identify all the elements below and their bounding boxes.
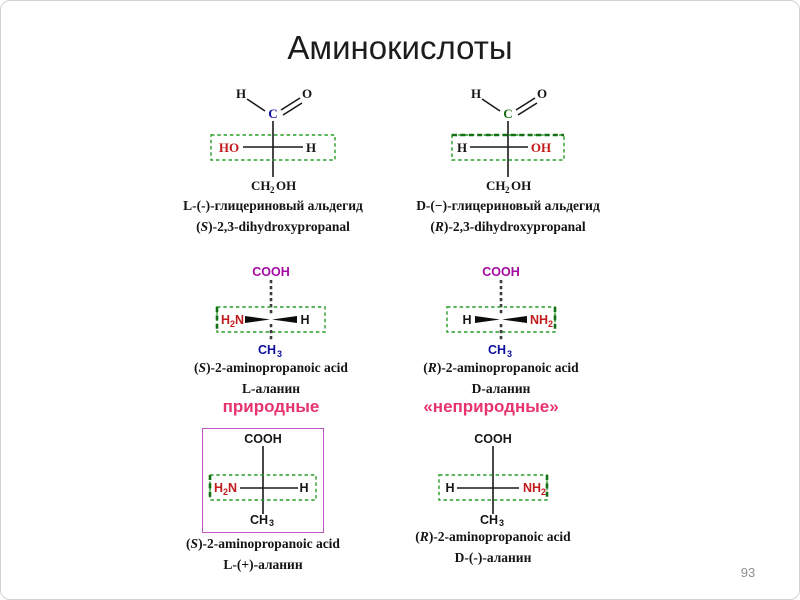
atom-nh2: NH	[523, 481, 542, 495]
bond-line	[482, 99, 500, 111]
atom-ch2oh: CH	[486, 178, 506, 193]
atom-h: H	[462, 313, 472, 327]
atom-subscript: 2	[270, 185, 275, 195]
atom-ch3: CH	[250, 513, 269, 526]
atom-ch3: CH	[480, 513, 499, 526]
double-bond-line	[281, 98, 300, 110]
wedge-bond	[502, 316, 527, 323]
d-alanine-structure	[431, 263, 571, 357]
atom-h: H	[456, 140, 468, 155]
figure-l-glyceraldehyde	[158, 81, 388, 237]
highlight-frame	[202, 428, 324, 533]
d-glyceraldehyde-structure	[438, 81, 578, 195]
l-alanine-fischer-structure	[204, 430, 322, 526]
atom-subscript: 2	[541, 487, 547, 497]
atom-cooh: COOH	[482, 265, 520, 279]
atom-h2n: H	[221, 313, 231, 327]
atom-h: H	[470, 86, 482, 101]
atom-c: C	[268, 106, 278, 121]
caption-ru: L-аланин	[241, 381, 301, 396]
atom-h2n: N	[228, 481, 238, 495]
atom-ch2oh: OH	[276, 178, 297, 193]
l-glyceraldehyde-structure	[203, 81, 343, 195]
double-bond-line	[283, 103, 302, 115]
atom-cooh: COOH	[252, 265, 290, 279]
atom-o: O	[301, 86, 313, 101]
atom-c: C	[503, 106, 513, 121]
figure-l-alanine-wedge	[156, 263, 386, 399]
atom-nh2: NH	[530, 313, 549, 327]
atom-o: O	[536, 86, 548, 101]
bond-line	[247, 99, 265, 111]
figure-d-glyceraldehyde	[393, 81, 623, 237]
natural-label: природные	[222, 397, 320, 416]
atom-subscript: 2	[505, 185, 510, 195]
double-bond-line	[516, 98, 535, 110]
atom-ch3: CH	[488, 343, 507, 357]
caption-ru: D-(−)-глицериновый альдегид	[416, 198, 600, 213]
double-bond-line	[518, 103, 537, 115]
atom-subscript: 3	[507, 349, 513, 357]
caption-ru: L-(-)-глицериновый альдегид	[183, 198, 363, 213]
l-alanine-structure	[201, 263, 341, 357]
atom-cooh: COOH	[244, 432, 282, 446]
caption-iupac: (R)-2-aminopropanoic acid	[423, 360, 579, 375]
atom-cooh: COOH	[474, 432, 512, 446]
atom-subscript: 2	[223, 487, 229, 497]
wedge-bond	[475, 316, 500, 323]
figure-d-alanine-wedge	[386, 263, 616, 399]
atom-subscript: 2	[548, 319, 554, 329]
caption-iupac: (R)-2-aminopropanoic acid	[415, 529, 571, 544]
slide-title: Аминокислоты	[287, 29, 513, 66]
atom-h: H	[305, 140, 317, 155]
atom-subscript: 3	[499, 518, 505, 526]
d-alanine-fischer-structure	[423, 430, 563, 526]
figure-d-alanine-fischer	[378, 430, 608, 568]
caption-ru: L-(+)-аланин	[223, 557, 303, 572]
atom-ch2oh: CH	[251, 178, 271, 193]
page-number: 93	[740, 565, 756, 580]
caption-iupac: (S)-2-aminopropanoic acid	[186, 536, 340, 551]
unnatural-label: «неприродные»	[423, 397, 559, 416]
atom-ho: HO	[218, 140, 240, 155]
atom-h2n: H	[214, 481, 224, 495]
caption-ru: D-аланин	[471, 381, 531, 396]
caption-iupac: (S)-2-aminopropanoic acid	[194, 360, 348, 375]
atom-subscript: 2	[230, 319, 236, 329]
atom-oh: OH	[530, 140, 552, 155]
atom-ch3: CH	[258, 343, 277, 357]
atom-h2n: N	[235, 313, 245, 327]
atom-h: H	[300, 313, 310, 327]
caption-ru: D-(-)-аланин	[454, 550, 532, 565]
atom-subscript: 3	[269, 518, 275, 526]
atom-h: H	[235, 86, 247, 101]
atom-h: H	[299, 481, 309, 495]
atom-h: H	[445, 481, 455, 495]
wedge-bond	[272, 316, 297, 323]
caption-iupac: (R)-2,3-dihydroxypropanal	[430, 219, 586, 234]
figure-l-alanine-fischer	[148, 428, 378, 575]
caption-iupac: (S)-2,3-dihydroxypropanal	[196, 219, 350, 234]
wedge-bond	[245, 316, 270, 323]
atom-ch2oh: OH	[511, 178, 532, 193]
atom-subscript: 3	[277, 349, 283, 357]
